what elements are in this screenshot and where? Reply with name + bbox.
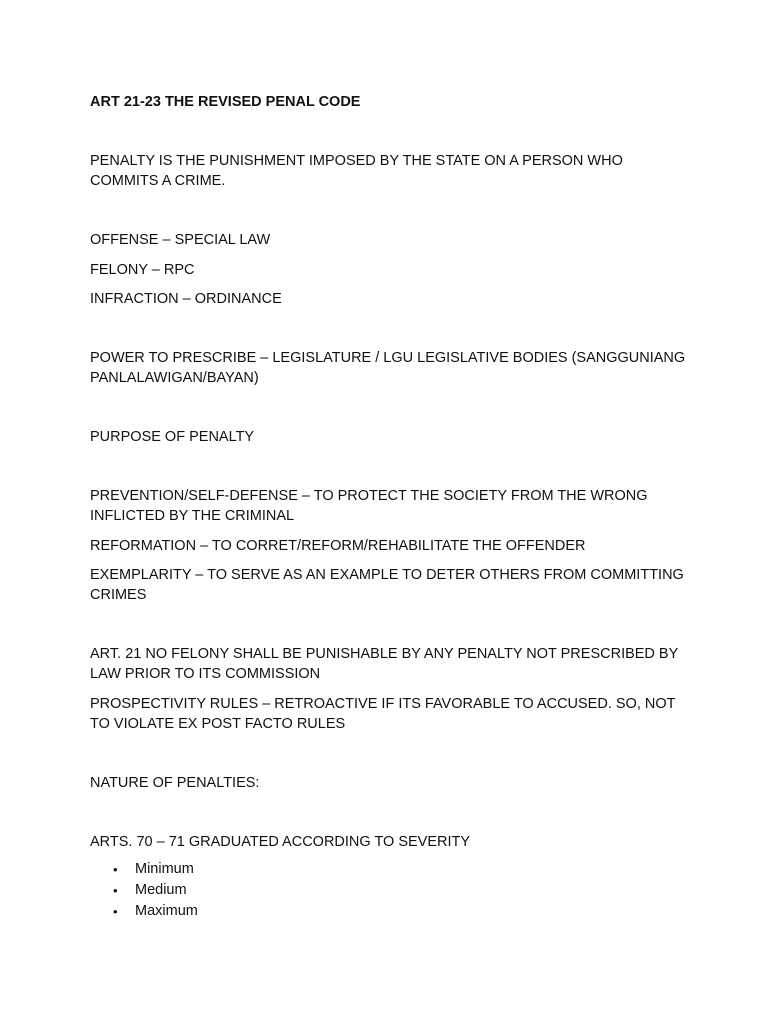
list-item [90,901,690,922]
severity-list [90,859,690,922]
document-title: ART 21-23 THE REVISED PENAL CODE [90,94,361,110]
list-item [90,859,690,880]
reformation-line: REFORMATION – TO CORRET/REFORM/REHABILITATE THE OFFENDER [90,537,586,554]
penalty-definition: PENALTY IS THE PUNISHMENT IMPOSED BY THE STATE ON A PERSON WHO COMMITS A CRIME. [90,153,623,189]
prevention-line: PREVENTION/SELF-DEFENSE – TO PROTECT THE SOCIETY FROM THE WRONG INFLICTED BY THE CRIMINAL [90,488,648,524]
document-body [90,92,690,922]
nature-heading: NATURE OF PENALTIES: [90,774,260,791]
purpose-heading: PURPOSE OF PENALTY [90,429,255,445]
felony-line: FELONY – RPC [90,261,195,278]
exemplarity-line: EXEMPLARITY – TO SERVE AS AN EXAMPLE TO DETER OTHERS FROM COMMITTING CRIMES [90,567,684,603]
art-21-line: ART. 21 NO FELONY SHALL BE PUNISHABLE BY ANY PENALTY NOT PRESCRIBED BY LAW PRIOR TO ITS COMMISSION [90,646,679,682]
offense-line: OFFENSE – SPECIAL LAW [90,232,271,248]
list-item [90,880,690,901]
list-item-label: Minimum [135,860,194,877]
list-item-label: Maximum [135,902,198,919]
arts-70-71-line: ARTS. 70 – 71 GRADUATED ACCORDING TO SEVERITY [90,833,471,850]
bullet-icon: • [113,882,118,898]
bullet-icon: • [113,903,118,919]
list-item-label: Medium [135,881,187,898]
power-to-prescribe: POWER TO PRESCRIBE – LEGISLATURE / LGU LEGISLATIVE BODIES (SANGGUNIANG PANLALAWIGAN/BAYAN) [90,350,686,386]
prospectivity-line: PROSPECTIVITY RULES – RETROACTIVE IF ITS FAVORABLE TO ACCUSED. SO, NOT TO VIOLATE EX POST FACTO RULES [90,695,676,732]
infraction-line: INFRACTION – ORDINANCE [90,291,282,307]
bullet-icon: • [113,861,118,877]
